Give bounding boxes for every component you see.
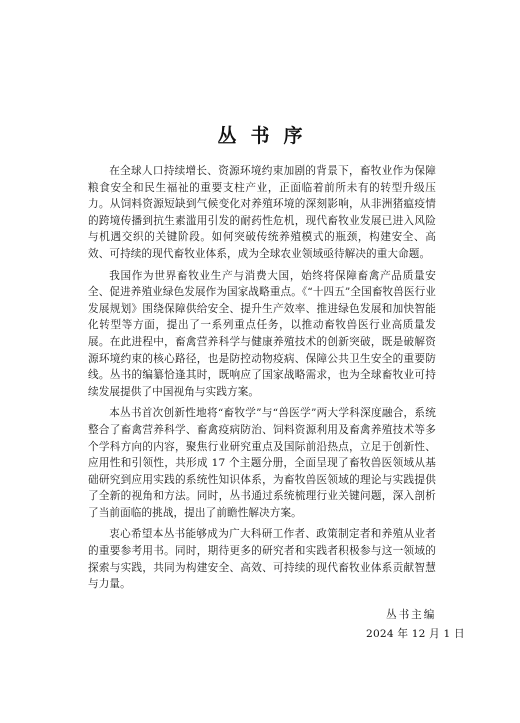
preface-title: 丛书序 <box>217 125 317 147</box>
preface-body <box>88 163 436 593</box>
signature-date: 2024 年 12 月 1 日 <box>366 628 465 640</box>
paragraph-4: 衷心希望本丛书能够成为广大科研工作者、政策制定者和养殖从业者的重要参考用书。同时，期待更多的研究者和实践者积极参与这一领域的探索与实践，共同为构建安全、高效、可持续的现代畜牧业体系贡献智慧与力量。 <box>88 528 436 591</box>
paragraph-2: 我国作为世界畜牧业生产与消费大国，始终将保障畜禽产品质量安全、促进养殖业绿色发展作为国家战略重点。《“十四五”全国畜牧兽医行业发展规划》围绕保障供给安全、提升生产效率、推进绿色发展和加快智能化转型等方面，提出了一系列重点任务，以推动畜牧兽医行业高质量发展。在此进程中，畜禽营养科学与健康养殖技术的创新突破，既是破解资源环境约束的核心路径，也是防控动物疫病、保障公共卫生安全的重要防线。丛书的编纂恰逢其时，既响应了国家战略需求，也为全球畜牧业可持续发展提供了中国视角与实践方案。 <box>88 269 436 398</box>
paragraph-3: 本丛书首次创新性地将“畜牧学”与“兽医学”两大学科深度融合，系统整合了畜禽营养科学、畜禽疫病防治、饲料资源利用及畜禽养殖技术等多个学科方向的内容，聚焦行业研究重点及国际前沿热点，立足于创新性、应用性和引领性，共形成 17 个主题分册，全面呈现了畜牧兽医领域从基础研究到应用实践的系统性知识体系，为畜牧兽医领域的理论与实践提供了全新的视角和方法。同时，丛书通过系统梳理行业关键问题，深入剖析了当前面临的挑战，提出了前瞻性解决方案。 <box>88 407 436 519</box>
paragraph-1: 在全球人口持续增长、资源环境约束加剧的背景下，畜牧业作为保障粮食安全和民生福祉的重要支柱产业，正面临着前所未有的转型升级压力。从饲料资源短缺到气候变化对养殖环境的深刻影响，从非洲猪瘟疫情的跨境传播到抗生素滥用引发的耐药性危机，现代畜牧业发展已进入风险与机遇交织的关键阶段。如何突破传统养殖模式的瓶颈，构建安全、高效、可持续的现代畜牧业体系，成为全球农业领域亟待解决的重大命题。 <box>88 165 436 260</box>
signature-editor: 丛书主编 <box>386 609 437 621</box>
